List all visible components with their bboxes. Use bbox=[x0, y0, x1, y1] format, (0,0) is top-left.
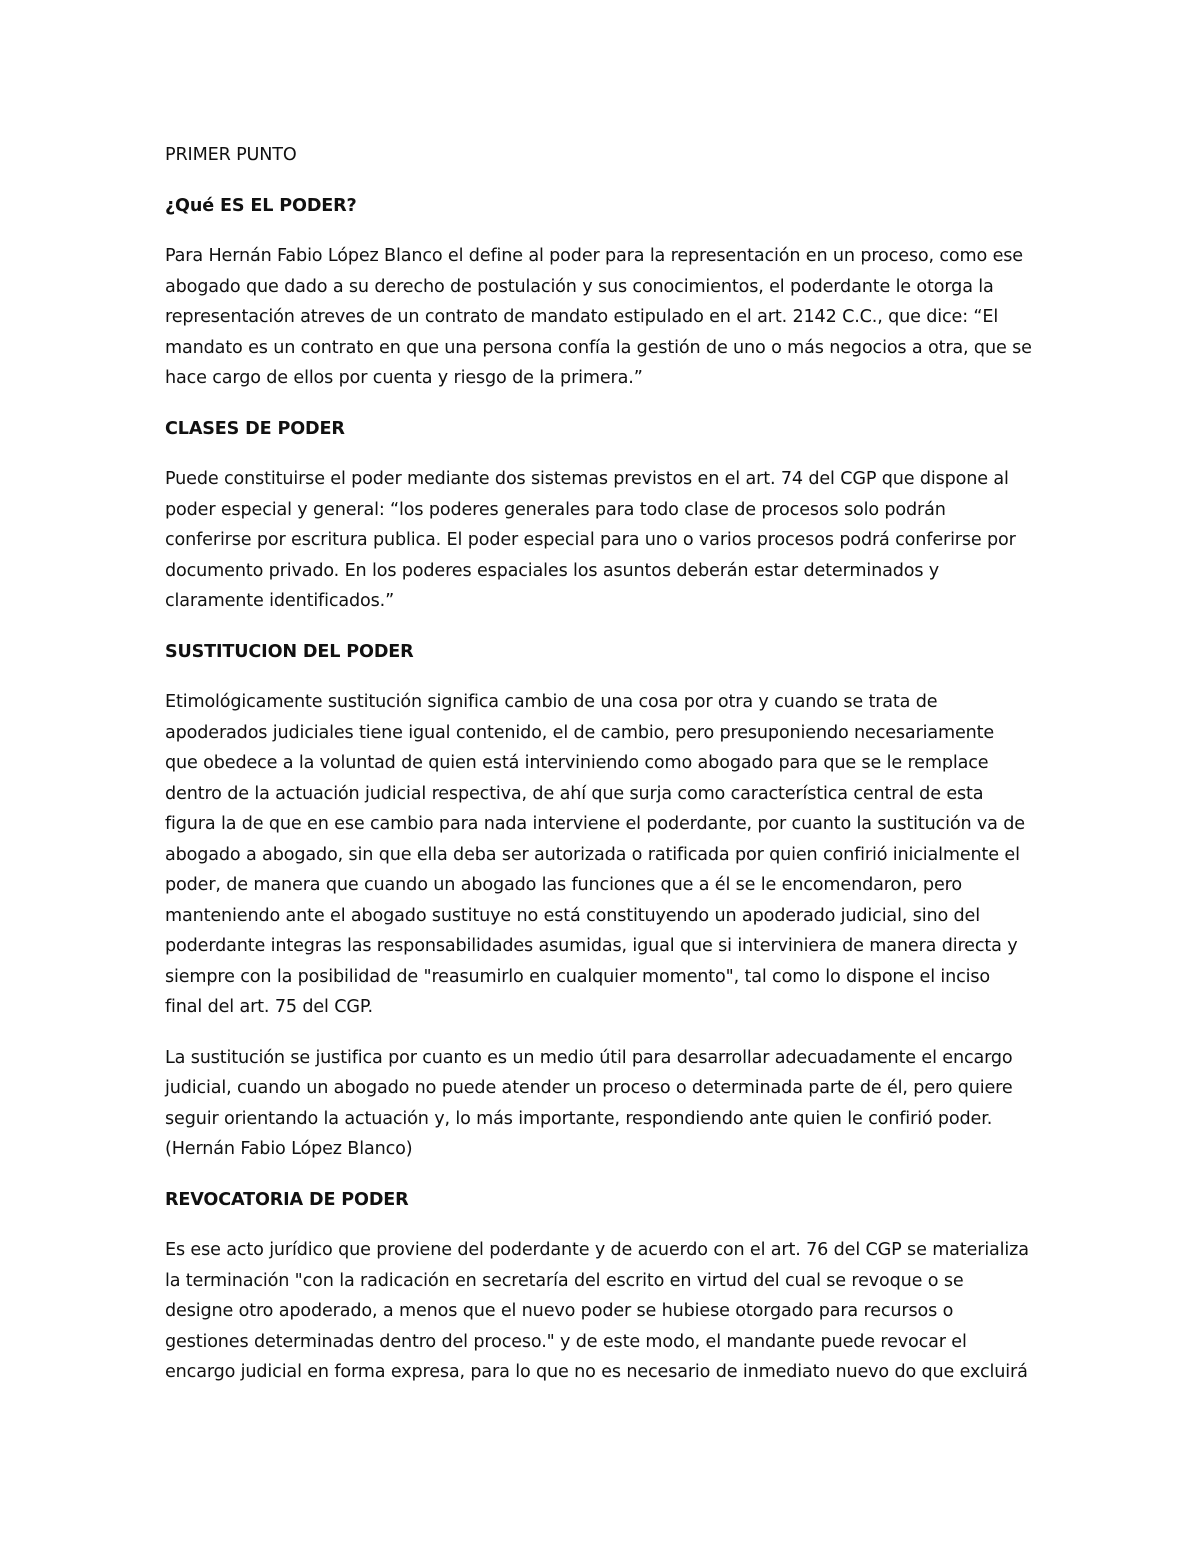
text-line: Puede constituirse el poder mediante dos sistemas previstos en el art. 74 del CGP que dispone al bbox=[165, 469, 1009, 489]
document-body bbox=[165, 140, 1040, 1388]
question-heading: ¿Qué ES EL PODER? bbox=[165, 195, 357, 216]
section-heading-clases: CLASES DE PODER bbox=[165, 418, 345, 439]
text-line: mandato es un contrato en que una persona confía la gestión de uno o más negocios a otra, que se bbox=[165, 337, 1032, 358]
text-line: apoderados judiciales tiene igual contenido, el de cambio, pero presuponiendo necesariamente bbox=[165, 722, 995, 743]
text-line: poder especial y general: “los poderes generales para todo clase de procesos solo podrán bbox=[165, 499, 946, 520]
text-line: conferirse por escritura publica. El poder especial para uno o varios procesos podrá conferirse por bbox=[165, 530, 1016, 550]
section-heading-revocatoria: REVOCATORIA DE PODER bbox=[165, 1189, 409, 1210]
document-title: PRIMER PUNTO bbox=[165, 145, 297, 165]
text-line: poderdante integras las responsabilidades asumidas, igual que si interviniera de manera directa y bbox=[165, 936, 1018, 956]
text-line: la terminación "con la radicación en secretaría del escrito en virtud del cual se revoque o se bbox=[165, 1270, 964, 1291]
text-line: judicial, cuando un abogado no puede atender un proceso o determinada parte de él, pero quiere bbox=[165, 1078, 1013, 1098]
text-line: dentro de la actuación judicial respectiva, de ahí que surja como característica central de esta bbox=[165, 783, 984, 804]
text-line: (Hernán Fabio López Blanco) bbox=[165, 1139, 413, 1159]
paragraph-definicion bbox=[165, 241, 1040, 394]
text-line: seguir orientando la actuación y, lo más importante, respondiendo ante quien le confirió poder. bbox=[165, 1108, 993, 1129]
paragraph-clases bbox=[165, 464, 1040, 617]
paragraph-revocatoria bbox=[165, 1235, 1040, 1388]
text-line: Para Hernán Fabio López Blanco el define al poder para la representación en un proceso, como ese bbox=[165, 246, 1023, 266]
text-line: La sustitución se justifica por cuanto es un medio útil para desarrollar adecuadamente el encargo bbox=[165, 1047, 1013, 1068]
text-line: representación atreves de un contrato de mandato estipulado en el art. 2142 C.C., que dice: “El bbox=[165, 307, 999, 327]
text-line: abogado que dado a su derecho de postulación y sus conocimientos, el poderdante le otorga la bbox=[165, 276, 994, 297]
section-heading-sustitucion: SUSTITUCION DEL PODER bbox=[165, 641, 414, 662]
text-line: Es ese acto jurídico que proviene del poderdante y de acuerdo con el art. 76 del CGP se materializa bbox=[165, 1240, 1029, 1260]
text-line: encargo judicial en forma expresa, para lo que no es necesario de inmediato nuevo do que excluirá bbox=[165, 1362, 1028, 1382]
text-line: gestiones determinadas dentro del proceso." y de este modo, el mandante puede revocar el bbox=[165, 1331, 967, 1352]
text-line: Etimológicamente sustitución significa cambio de una cosa por otra y cuando se trata de bbox=[165, 692, 938, 712]
paragraph-justificacion bbox=[165, 1043, 1040, 1165]
text-line: abogado a abogado, sin que ella deba ser autorizada o ratificada por quien confirió inicialmente el bbox=[165, 844, 1020, 865]
text-line: siempre con la posibilidad de "reasumirlo en cualquier momento", tal como lo dispone el inciso bbox=[165, 966, 991, 987]
paragraph-sustitucion bbox=[165, 687, 1040, 1023]
text-line: manteniendo ante el abogado sustituye no está constituyendo un apoderado judicial, sino del bbox=[165, 905, 980, 926]
text-line: poder, de manera que cuando un abogado las funciones que a él se le encomendaron, pero bbox=[165, 875, 962, 895]
text-line: que obedece a la voluntad de quien está interviniendo como abogado para que se le remplace bbox=[165, 753, 989, 773]
text-line: claramente identificados.” bbox=[165, 591, 395, 611]
text-line: final del art. 75 del CGP. bbox=[165, 997, 373, 1017]
text-line: figura la de que en ese cambio para nada interviene el poderdante, por cuanto la sustitución va de bbox=[165, 814, 1025, 834]
text-line: designe otro apoderado, a menos que el nuevo poder se hubiese otorgado para recursos o bbox=[165, 1301, 954, 1321]
text-line: hace cargo de ellos por cuenta y riesgo de la primera.” bbox=[165, 368, 643, 388]
text-line: documento privado. En los poderes espaciales los asuntos deberán estar determinados y bbox=[165, 560, 940, 581]
